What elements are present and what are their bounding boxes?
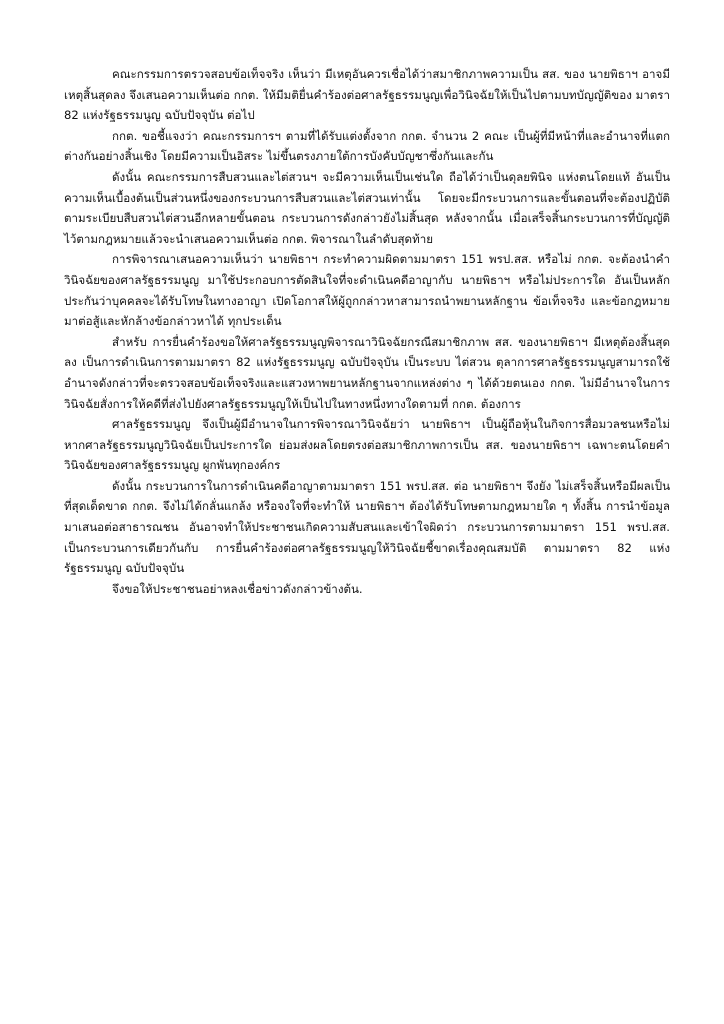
paragraph-3: ดังนั้น คณะกรรมการสืบสวนและไต่สวนฯ จะมีความเห็นเป็นเช่นใด ถือได้ว่าเป็นดุลยพินิจ แห่งตนโดยแท้ อันเป็นความเห็นเบื้องต้นเป็นส่วนหนึ่งของกระบวนการสืบสวนและไต่สวนเท่านั้น โดยจะมีกระบวนการและขั้นตอนที่จะต้องปฏิบัติตามระเบียบสืบสวนไต่สวนอีกหลายขั้นตอน กระบวนการดังกล่าวยังไม่สิ้นสุด หลังจากนั้น เมื่อเสร็จสิ้นกระบวนการที่บัญญัติไว้ตามกฎหมายแล้วจะนำเสนอความเห็นต่อ กกต. พิจารณาในลำดับสุดท้าย	[64, 169, 670, 246]
paragraph-1: คณะกรรมการตรวจสอบข้อเท็จจริง เห็นว่า มีเหตุอันควรเชื่อได้ว่าสมาชิกภาพความเป็น สส. ของ นายพิธาฯ อาจมีเหตุสิ้นสุดลง จึงเสนอความเห็นต่อ กกต. ให้มีมติยื่นคำร้องต่อศาลรัฐธรรมนูญเพื่อวินิจฉัยให้เป็นไปตามบทบัญญัติของ มาตรา 82 แห่งรัฐธรรมนูญ ฉบับปัจจุบัน ต่อไป	[64, 67, 670, 123]
paragraph-6: ศาลรัฐธรรมนูญ จึงเป็นผู้มีอำนาจในการพิจารณาวินิจฉัยว่า นายพิธาฯ เป็นผู้ถือหุ้นในกิจการสื่อมวลชนหรือไม่ หากศาลรัฐธรรมนูญวินิจฉัยเป็นประการใด ย่อมส่งผลโดยตรงต่อสมาชิกภาพการเป็น สส. ของนายพิธาฯ เฉพาะตนโดยคำวินิจฉัยของศาลรัฐธรรมนูญ ผูกพันทุกองค์กร	[64, 417, 670, 473]
paragraph-7: ดังนั้น กระบวนการในการดำเนินคดีอาญาตามมาตรา 151 พรป.สส. ต่อ นายพิธาฯ จึงยัง ไม่เสร็จสิ้นหรือมีผลเป็นที่สุดเด็ดขาด กกต. จึงไม่ได้กลั่นแกล้ง หรือจงใจที่จะทำให้ นายพิธาฯ ต้องได้รับโทษตามกฎหมายใด ๆ ทั้งสิ้น การนำข้อมูลมาเสนอต่อสาธารณชน อันอาจทำให้ประชาชนเกิดความสับสนและเข้าใจผิดว่า กระบวนการตามมาตรา 151 พรป.สส. เป็นกระบวนการเดียวกันกับ การยื่นคำร้องต่อศาลรัฐธรรมนูญให้วินิจฉัยชี้ขาดเรื่องคุณสมบัติ ตามมาตรา 82 แห่งรัฐธรรมนูญ ฉบับปัจจุบัน	[64, 478, 670, 576]
paragraph-8: จึงขอให้ประชาชนอย่าหลงเชื่อข่าวดังกล่าวข้างต้น.	[112, 581, 363, 596]
paragraph-2: กกต. ขอชี้แจงว่า คณะกรรมการฯ ตามที่ได้รับแต่งตั้งจาก กกต. จำนวน 2 คณะ เป็นผู้ที่มีหน้าที่และอำนาจที่แตกต่างกันอย่างสิ้นเชิง โดยมีความเป็นอิสระ ไม่ขึ้นตรงภายใต้การบังคับบัญชาซึ่งกันและกัน	[64, 128, 670, 164]
paragraph-5: สำหรับ การยื่นคำร้องขอให้ศาลรัฐธรรมนูญพิจารณาวินิจฉัยกรณีสมาชิกภาพ สส. ของนายพิธาฯ มีเหตุต้องสิ้นสุดลง เป็นการดำเนินการตามมาตรา 82 แห่งรัฐธรรมนูญ ฉบับปัจจุบัน เป็นระบบ ไต่สวน ตุลาการศาลรัฐธรรมนูญสามารถใช้อำนาจดังกล่าวที่จะตรวจสอบข้อเท็จจริงและแสวงหาพยานหลักฐานจากแหล่งต่าง ๆ ได้ด้วยตนเอง กกต. ไม่มีอำนาจในการวินิจฉัยสั่งการให้คดีที่ส่งไปยังศาลรัฐธรรมนูญให้เป็นไปในทางหนึ่งทางใดตามที่ กกต. ต้องการ	[64, 334, 670, 411]
document-body	[64, 64, 670, 599]
paragraph-4: การพิจารณาเสนอความเห็นว่า นายพิธาฯ กระทำความผิดตามมาตรา 151 พรป.สส. หรือไม่ กกต. จะต้องนำคำวินิจฉัยของศาลรัฐธรรมนูญ มาใช้ประกอบการตัดสินใจที่จะดำเนินคดีอาญากับ นายพิธาฯ หรือไม่ประการใด อันเป็นหลักประกันว่าบุคคลจะได้รับโทษในทางอาญา เปิดโอกาสให้ผู้ถูกกล่าวหาสามารถนำพยานหลักฐาน ข้อเท็จจริง และข้อกฎหมาย มาต่อสู้และหักล้างข้อกล่าวหาได้ ทุกประเด็น	[64, 252, 670, 329]
